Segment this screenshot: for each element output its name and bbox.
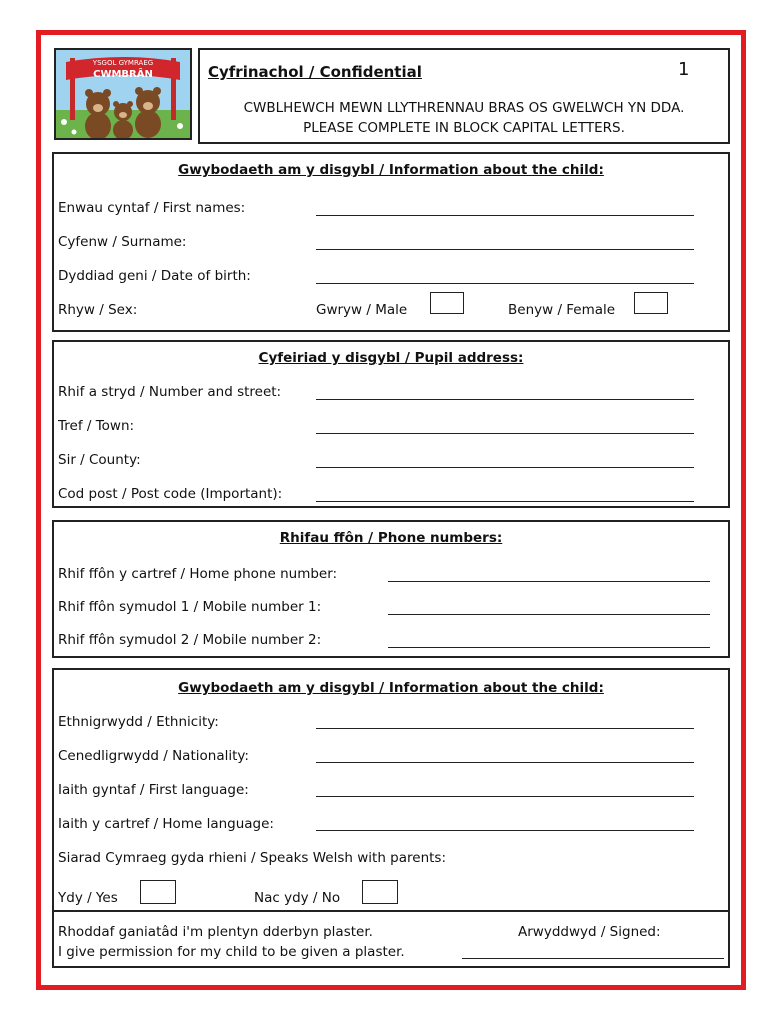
sex-label: Rhyw / Sex:	[58, 302, 138, 318]
section-heading: Gwybodaeth am y disgybl / Information about the child:	[178, 680, 604, 696]
ethnicity-label: Ethnigrwydd / Ethnicity:	[58, 714, 219, 730]
instruction-welsh: CWBLHEWCH MEWN LLYTHRENNAU BRAS OS GWELWCH YN DDA.	[243, 100, 685, 116]
home-language-label: Iaith y cartref / Home language:	[58, 816, 274, 832]
section-heading: Rhifau ffôn / Phone numbers:	[279, 530, 503, 546]
home-phone-label: Rhif ffôn y cartref / Home phone number:	[58, 566, 338, 582]
first-language-field[interactable]	[316, 796, 694, 797]
ethnicity-field[interactable]	[316, 728, 694, 729]
signed-label: Arwyddwyd / Signed:	[518, 924, 661, 940]
county-label: Sir / County:	[58, 452, 141, 468]
town-field[interactable]	[316, 433, 694, 434]
first-names-label: Enwau cyntaf / First names:	[58, 200, 246, 216]
first-names-field[interactable]	[316, 215, 694, 216]
dob-field[interactable]	[316, 283, 694, 284]
phone-section	[52, 520, 730, 658]
no-checkbox[interactable]	[362, 880, 398, 904]
mobile2-field[interactable]	[388, 647, 710, 648]
instruction-english: PLEASE COMPLETE IN BLOCK CAPITAL LETTERS.	[303, 120, 625, 136]
female-checkbox[interactable]	[634, 292, 668, 314]
male-checkbox[interactable]	[430, 292, 464, 314]
female-label: Benyw / Female	[508, 302, 616, 318]
nationality-label: Cenedligrwydd / Nationality:	[58, 748, 249, 764]
postcode-label: Cod post / Post code (Important):	[58, 486, 283, 502]
child-info-section	[52, 152, 730, 332]
permission-text-welsh: Rhoddaf ganiatâd i'm plentyn dderbyn plaster.	[58, 924, 373, 940]
svg-text:CWMBRÂN: CWMBRÂN	[93, 69, 153, 80]
section-heading: Gwybodaeth am y disgybl / Information about the child:	[178, 162, 604, 178]
header-box	[198, 48, 730, 144]
nationality-field[interactable]	[316, 762, 694, 763]
mobile2-label: Rhif ffôn symudol 2 / Mobile number 2:	[58, 632, 322, 648]
home-language-field[interactable]	[316, 830, 694, 831]
mobile1-field[interactable]	[388, 614, 710, 615]
page-number: 1	[678, 59, 690, 80]
home-phone-field[interactable]	[388, 581, 710, 582]
county-field[interactable]	[316, 467, 694, 468]
street-label: Rhif a stryd / Number and street:	[58, 384, 282, 400]
first-language-label: Iaith gyntaf / First language:	[58, 782, 249, 798]
yes-checkbox[interactable]	[140, 880, 176, 904]
address-section	[52, 340, 730, 508]
town-label: Tref / Town:	[58, 418, 135, 434]
surname-field[interactable]	[316, 249, 694, 250]
male-label: Gwryw / Male	[316, 302, 408, 318]
permission-divider	[54, 910, 728, 912]
welsh-parents-label: Siarad Cymraeg gyda rhieni / Speaks Welsh with parents:	[58, 850, 447, 866]
yes-label: Ydy / Yes	[58, 890, 118, 906]
page-title: Cyfrinachol / Confidential	[208, 63, 422, 81]
postcode-field[interactable]	[316, 501, 694, 502]
school-logo	[54, 48, 192, 140]
permission-text-english: I give permission for my child to be given a plaster.	[58, 944, 405, 960]
mobile1-label: Rhif ffôn symudol 1 / Mobile number 1:	[58, 599, 322, 615]
no-label: Nac ydy / No	[254, 890, 341, 906]
child-info2-section	[52, 668, 730, 968]
surname-label: Cyfenw / Surname:	[58, 234, 187, 250]
section-heading: Cyfeiriad y disgybl / Pupil address:	[258, 350, 524, 366]
svg-text:YSGOL GYMRAEG: YSGOL GYMRAEG	[92, 59, 154, 67]
dob-label: Dyddiad geni / Date of birth:	[58, 268, 251, 284]
logo-image	[56, 50, 190, 138]
signature-field[interactable]	[462, 958, 724, 959]
street-field[interactable]	[316, 399, 694, 400]
